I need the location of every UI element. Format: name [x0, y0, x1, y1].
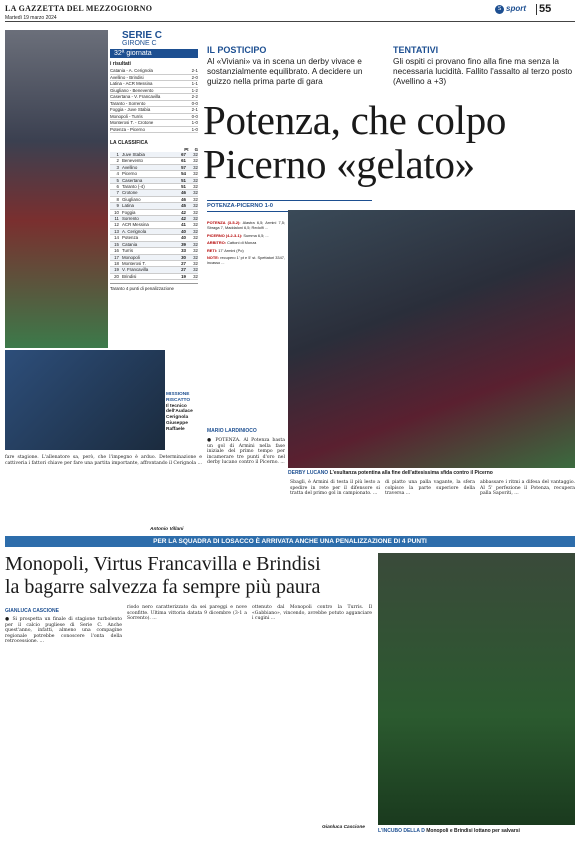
results-label: i risultati	[110, 61, 131, 67]
row-team: Crotone	[122, 190, 138, 196]
row-pts: 46	[181, 196, 186, 202]
headline-line1: Potenza, che colpo	[203, 97, 507, 143]
row-team: V. Francavilla	[122, 267, 149, 273]
row-team: Avellino	[122, 164, 138, 170]
article-text-2: Sbagli, è Armini di testa il più lesto a spedire in rete per il difensore si tratta del primo gol in campionato. ...	[290, 480, 380, 497]
table-label: LA CLASSIFICA	[110, 140, 148, 146]
postscript-block	[207, 45, 377, 86]
result-score: 2-1	[191, 68, 198, 73]
row-games: 32	[193, 254, 198, 260]
result-match: Giugliano - Benevento	[110, 87, 154, 93]
result-score: 0-0	[191, 113, 198, 119]
row-pts: 61	[181, 158, 186, 164]
row-pos: 13	[114, 228, 119, 234]
potenza-lineup: Alastra 6,5; Armini 7,5; Sbraga 7, Maddaloni 6,5; Redolfi ...	[207, 220, 285, 231]
result-match: Monterosi T. - Crotone	[110, 120, 154, 125]
row-team: Latina	[122, 203, 134, 209]
row-games: 32	[193, 248, 198, 254]
row-games: 32	[193, 209, 198, 215]
row-team: Monopoli	[122, 254, 140, 260]
row-pos: 5	[116, 177, 119, 183]
bottom-byline: GIANLUCA CASCIONE	[5, 608, 59, 614]
row-games: 32	[193, 222, 198, 228]
row-pts: 67	[181, 152, 186, 157]
league-title: SERIE C	[122, 30, 163, 41]
notes-label: NOTE:	[207, 255, 220, 261]
row-games: 32	[193, 184, 198, 190]
row-team: Picerno	[122, 171, 137, 177]
section-label: sport	[506, 4, 526, 13]
row-games: 32	[193, 228, 198, 234]
referee: Cattoni di Monza	[227, 240, 257, 246]
row-pos: 1	[116, 152, 119, 157]
row-pos: 7	[116, 190, 119, 196]
article-col-1	[207, 438, 285, 533]
row-pts: 40	[181, 235, 186, 241]
row-team: Potenza	[122, 235, 139, 241]
referee-label: ARBITRO:	[207, 240, 227, 246]
row-pts: 51	[181, 184, 186, 190]
row-games: 32	[193, 196, 198, 202]
result-score: 1-0	[191, 120, 198, 125]
bottom-text-3: ottenuto dal Monopoli contro la Turris. Il «Gabbiano», vincendo, avrebbe potuto agganciare i cugini ...	[252, 605, 372, 622]
postscript-text: Al «Viviani» va in scena un derby vivace e sostanzialmente equilibrato. A decidere un guizzo nella prima parte di gara	[207, 56, 363, 86]
row-games: 32	[193, 203, 198, 209]
result-match: Taranto - Sorrento	[110, 100, 146, 106]
result-match: Avellino - Brindisi	[110, 74, 144, 80]
attempts-kicker: TENTATIVI	[393, 45, 439, 55]
bottom-headline-1: Monopoli, Virtus Francavilla e Brindisi	[5, 553, 321, 575]
potenza-label: POTENZA (3-5-2):	[207, 220, 241, 225]
row-pts: 46	[181, 190, 186, 196]
main-photo	[288, 210, 575, 468]
row-team: Catania	[122, 241, 138, 247]
row-pts: 27	[181, 260, 186, 266]
row-pos: 18	[114, 260, 119, 266]
row-team: ACR Messina	[122, 222, 149, 228]
row-team: Benevento	[122, 158, 143, 164]
stadium-photo	[5, 30, 108, 348]
row-pos: 17	[114, 254, 119, 260]
header-divider	[536, 4, 537, 15]
row-pos: 20	[114, 273, 119, 279]
bottom-caption-text: Monopoli e Brindisi lottano per salvarsi	[426, 828, 520, 834]
left-article	[5, 455, 202, 523]
bottom-photo-caption	[378, 828, 575, 834]
row-pos: 12	[114, 222, 119, 228]
row-pos: 4	[116, 171, 119, 177]
bottom-headline	[5, 553, 375, 599]
goal-label: RETI:	[207, 247, 218, 253]
article-text-4: abbassare i ritmi a difesa del vantaggio. Al 5' perfezione il Potenza, recupera palla Saporiti, ...	[480, 480, 575, 497]
pts-header: Pt	[184, 147, 189, 152]
row-pts: 40	[181, 228, 186, 234]
result-score: 1-0	[191, 126, 198, 132]
row-pos: 11	[114, 216, 119, 222]
row-pos: 6	[116, 184, 119, 190]
result-row	[110, 127, 198, 134]
scoreboard	[207, 200, 285, 470]
scoreboard-body	[207, 220, 285, 266]
result-match: Catania - A. Cerignola	[110, 68, 153, 73]
row-games: 32	[193, 273, 198, 279]
page-number: 55	[539, 3, 552, 15]
main-caption-name: DERBY LUCANO	[288, 470, 329, 476]
result-score: 2-1	[191, 107, 198, 112]
bottom-text-2: riodo nero caratterizzato da sei pareggi e nove sconfitte. Ultima vittoria datata 9 dicembre (3-1 a Sorrento). ...	[127, 605, 247, 622]
bottom-sign: Gianluca Cascione	[322, 825, 365, 830]
coach-label: MISSIONE RISCATTO	[166, 392, 191, 403]
row-pts: 54	[181, 171, 186, 177]
goal: 17' Armini (Po)	[218, 247, 244, 253]
main-photo-caption	[288, 470, 575, 476]
section-badge: S	[495, 5, 504, 14]
row-team: Giugliano	[122, 196, 141, 202]
picerno-label: PICERNO (4-2-3-1):	[207, 232, 243, 238]
bottom-col-1	[5, 617, 122, 832]
result-match: Potenza - Picerno	[110, 126, 145, 132]
row-games: 32	[193, 235, 198, 241]
results-list	[110, 68, 198, 133]
headline	[203, 98, 575, 186]
row-pts: 41	[181, 222, 186, 228]
header-rule	[5, 21, 575, 22]
row-pts: 42	[181, 209, 186, 215]
attempts-text: Gli ospiti ci provano fino alla fine ma senza la necessaria lucidità. Fallito l'assalto al terzo posto (Avellino a +3)	[393, 56, 573, 86]
article-text-1: ● POTENZA. Al Potenza basta un gol di Armini nella fase iniziale del primo tempo per incamerare tre punti d'oro nel derby lucano contro il Picerno. ...	[207, 438, 285, 466]
coach-text: Il tecnico dell'Audace Cerignola Giuseppe Raffaele	[166, 403, 193, 432]
row-pos: 19	[114, 267, 119, 273]
main-caption-text: L'esultanza potentina alla fine dell'attesissima sfida contro il Picerno	[329, 470, 493, 476]
row-pts: 51	[181, 177, 186, 183]
games-header: G	[194, 147, 198, 152]
result-match: Latina - ACR Messina	[110, 81, 153, 86]
row-team: Brindisi	[122, 273, 137, 279]
scoreboard-byline: MARIO LARDINIOCO	[207, 428, 257, 434]
row-pts: 33	[181, 248, 186, 254]
standings-box	[110, 30, 198, 340]
row-pos: 10	[114, 209, 119, 215]
standings-note: Taranto 4 punti di penalizzazione	[110, 283, 198, 291]
row-team: Casertana	[122, 177, 143, 183]
row-games: 32	[193, 216, 198, 222]
row-pts: 57	[181, 164, 186, 170]
league-group: GIRONE C	[122, 40, 157, 47]
row-team: Turris	[122, 248, 134, 254]
result-match: Foggia - Juve Stabia	[110, 107, 151, 112]
league-round: 32ª giornata	[110, 49, 198, 58]
result-match: Casertana - V. Francavilla	[110, 94, 161, 99]
bottom-text-1: ● Si prospetta un finale di stagione turbolento per il calcio pugliese di Serie C. Anche quest'anno, infatti, almeno una compagine regionale potrebbe conoscere l'onta della retrocessione. ...	[5, 617, 122, 645]
row-team: Juve Stabia	[122, 152, 145, 157]
attempts-block	[393, 45, 573, 86]
row-pos: 14	[114, 235, 119, 241]
row-pts: 45	[181, 203, 186, 209]
article-col-3	[385, 480, 475, 534]
result-score: 2-0	[191, 74, 198, 80]
row-team: Sorrento	[122, 216, 139, 222]
result-score: 2-2	[191, 94, 198, 99]
row-games: 32	[193, 241, 198, 247]
row-team: Monterosi T.	[122, 260, 146, 266]
result-score: 1-2	[191, 87, 198, 93]
article-text-3: di piatto una palla vagante, la sfera colpisce la parte superiore della traversa ...	[385, 480, 475, 497]
row-pos: 8	[116, 196, 119, 202]
result-match: Monopoli - Turris	[110, 113, 143, 119]
header-date: Martedì 19 marzo 2024	[5, 15, 57, 21]
row-pos: 9	[116, 203, 119, 209]
standings-table	[110, 152, 198, 280]
result-score: 1-1	[191, 81, 198, 86]
row-team: Foggia	[122, 209, 136, 215]
row-pos: 2	[116, 158, 119, 164]
notes: recupero 1' pt e 5' st. Spettatori 3347, incasso ...	[207, 255, 285, 266]
row-team: Taranto (-4)	[122, 184, 145, 190]
row-pts: 19	[181, 273, 186, 279]
row-pts: 42	[181, 216, 186, 222]
row-games: 32	[193, 171, 198, 177]
row-pts: 30	[181, 254, 186, 260]
headline-line2: Picerno «gelato»	[203, 141, 475, 187]
bottom-photo	[378, 553, 575, 825]
masthead: LA GAZZETTA DEL MEZZOGIORNO	[5, 4, 153, 13]
row-games: 32	[193, 164, 198, 170]
row-games: 32	[193, 260, 198, 266]
row-games: 32	[193, 267, 198, 273]
article-col-2	[290, 480, 380, 534]
scoreboard-title: POTENZA-PICERNO 1-0	[207, 200, 372, 212]
bottom-col-3	[252, 605, 372, 822]
row-pos: 15	[114, 241, 119, 247]
standings-row	[110, 274, 198, 280]
row-games: 32	[193, 152, 198, 157]
picerno-lineup: Summa 6,5; ...	[243, 232, 269, 238]
row-pts: 27	[181, 267, 186, 273]
row-pts: 39	[181, 241, 186, 247]
left-article-author: Antonio Villani	[150, 527, 184, 532]
bottom-caption-name: L'INCUBO DELLA D	[378, 828, 425, 834]
left-article-text: fare stagione. L'allenatore sa, però, che l'impegno è arduo. Determinazione e cattiveria i fattori chiave per fare una partita importante, affrontando il Cerignola ...	[5, 455, 202, 466]
row-pos: 3	[116, 164, 119, 170]
page-header	[5, 4, 575, 28]
coach-photo	[5, 350, 165, 450]
coach-caption	[166, 392, 202, 433]
row-team: A. Cerignola	[122, 228, 147, 234]
row-games: 32	[193, 158, 198, 164]
row-games: 32	[193, 190, 198, 196]
bottom-headline-2: la bagarre salvezza fa sempre più paura	[5, 576, 321, 598]
postscript-kicker: IL POSTICIPO	[207, 45, 267, 55]
bottom-col-2	[127, 605, 247, 832]
row-games: 32	[193, 177, 198, 183]
result-score: 0-0	[191, 100, 198, 106]
bottom-banner: PER LA SQUADRA DI LOSACCO È ARRIVATA ANCHE UNA PENALIZZAZIONE DI 4 PUNTI	[5, 536, 575, 547]
article-col-4	[480, 480, 575, 534]
row-pos: 16	[114, 248, 119, 254]
